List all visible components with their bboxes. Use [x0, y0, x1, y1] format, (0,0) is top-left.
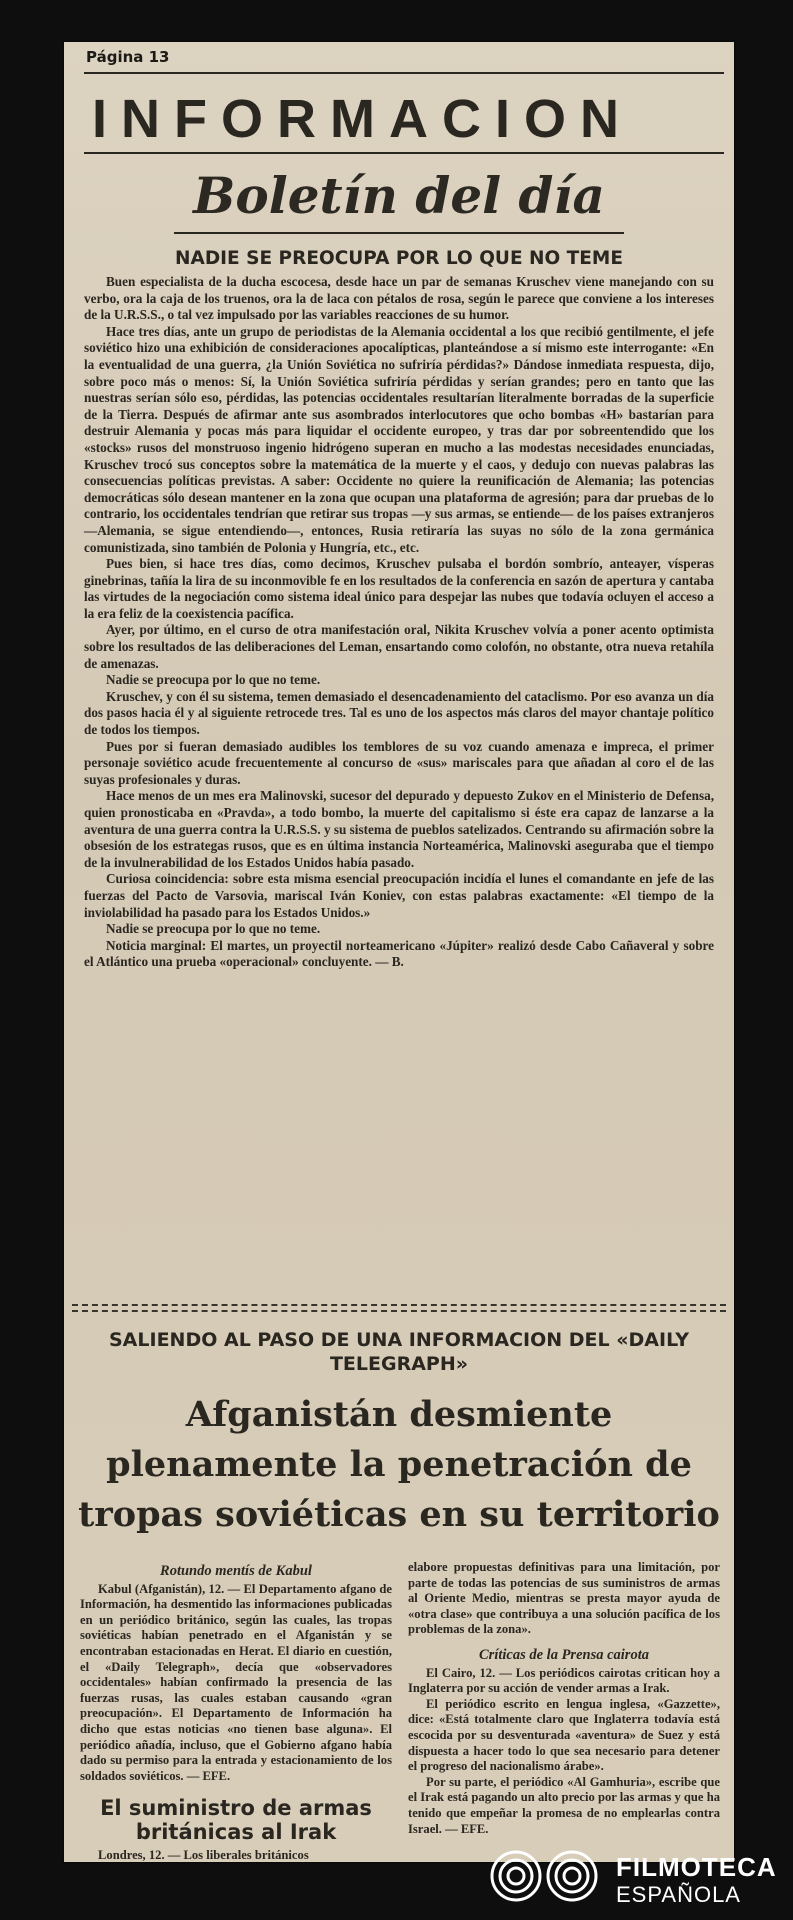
right-text3: El periódico escrito en lengua inglesa, «Gazzette», dice: «Está totalmente claro que Inglaterra todavía está escocida por su desventurada «aventura» de Suez y está dispuesta a hacer todo lo que sea necesario para detener el progreso del nacionalismo árabe». [408, 1696, 720, 1774]
right-column [408, 1560, 720, 1837]
paragraph: Ayer, por último, en el curso de otra manifestación oral, Nikita Kruschev volvía a poner acento optimista sobre los resultados de las deliberaciones del Leman, ensartando como colofón, no obstante, otra nueva retahíla de amenazas. [84, 622, 714, 671]
paragraph: Kruschev, y con él su sistema, temen demasiado el desencadenamiento del cataclismo. Por eso avanza un día dos pasos hacia él y al siguiente retrocede tres. Tal es uno de los aspectos más claros del mayor chantaje político de todos los tiempos. [84, 688, 714, 738]
filmoteca-logo [488, 1840, 788, 1910]
column-title: Boletín del día [193, 166, 605, 225]
paragraph: Nadie se preocupa por lo que no teme. [106, 921, 321, 937]
left-text: Kabul (Afganistán), 12. — El Departamento afgano de Información, ha desmentido las informaciones publicadas en un periódico británico, según las cuales, las tropas soviéticas habían penetrado en el Afganistán y se encontraban estacionadas en Herat. El diario en cuestión, el «Daily Telegraph», decía que «observadores occidentales» habían confirmado la presencia de las fuerzas rusas, las cuales estaban causando «gran preocupación». El Departamento de Información ha dicho que estas noticias «no tienen base alguna». El periódico añadía, incluso, que el Gobierno afgano había dado su permiso para la entrada y estacionamiento de los soldados soviéticos. — EFE. [80, 1581, 392, 1783]
page-label: Página 13 [86, 48, 170, 66]
paragraph: Pues por si fueran demasiado audibles los temblores de su voz cuando amenaza e impreca, el primer personaje soviético acude frecuentemente al concurso de «sus» mariscales para que añadan al coro el de las suyas profesionales y duras. [84, 738, 714, 787]
paragraph: Pues bien, si hace tres días, como decimos, Kruschev pulsaba el bordón sombrío, anteayer, vísperas ginebrinas, tañía la lira de su inconmovible fe en los resultados de la conferencia en sazón de apertura y cantaba las virtudes de la negociación como sistema ideal único para despejar las nubes que todavía ocluyen el acceso a la era feliz de la coexistencia pacífica. [84, 556, 714, 621]
logo-line2: ESPAÑOLA [616, 1882, 741, 1907]
paragraph: Hace tres días, ante un grupo de periodistas de la Alemania occidental a los que recibió gentilmente, el jefe soviético hizo una exhibición de consideraciones apocalípticas, planteándose a sí mismo este interrogante: «En la eventualidad de una guerra, ¿la Unión Soviética no sufriría pérdidas?» Dándose inmediata respuesta, dijo, sobre poco más o menos: Sí, la Unión Soviética sufriría pérdidas y serían grandes; pero en tanto que las nuestras serían sólo eso, pérdidas, las potencias occidentales resultarían literalmente borradas de la superficie de la Tierra. Después de afirmar ante sus asombrados interlocutores que ocho bombas «H» bastarían para destruir Alemania y pocas más para liquidar el occidente europeo, y tras dar por sobreentendido que los «stocks» rusos del monstruoso ingenio hidrógeno superan en mucho a las modestas necesidades enunciadas, Kruschev trocó sus conceptos sobre la matemática de la muerte y el caos, y dedujo con nuevas palabras las consecuencias políticas previstas. A saber: Occidente no quiere la reunificación de Alemania; las potencias democráticas sólo desean mantener en la zona que ocupan una plataforma de agresión; para dar pruebas de lo contrario, los occidentales tendrían que retirar sus tropas —y sus armas, se entiende— de los países extranjeros —Alemania, se sigue entendiendo—, entonces, Rusia retiraría las suyas no sólo de la zona germánica comunistizada, sino también de Polonia y Hungría, etc., etc. [84, 323, 714, 555]
iraq-text: Londres, 12. — Los liberales británicos [98, 1848, 309, 1862]
article-kicker: SALIENDO AL PASO DE UNA INFORMACION DEL «DAILY TELEGRAPH» [109, 1329, 689, 1375]
left-column [80, 1560, 392, 1862]
top-rule [84, 72, 724, 74]
paragraph: Nadie se preocupa por lo que no teme. [106, 672, 321, 688]
article-body [84, 274, 714, 971]
iraq-headline: El suministro de armas británicas al Irak [100, 1796, 372, 1845]
right-text: elabore propuestas definitivas para una limitación, por parte de todas las potencias de sus suministros de armas al Oriente Medio, mientras se presta mayor ayuda de «otra clase» que contribuya a una solución pacífica de los problemas de la zona». [408, 1560, 720, 1637]
dashed-separator [72, 1304, 726, 1312]
paragraph: Curiosa coincidencia: sobre esta misma esencial preocupación incidía el lunes el comandante en jefe de las fuerzas del Pacto de Varsovia, mariscal Iván Koniev, con estas palabras exactamente: «El tiempo de la inviolabilidad ha pasado para los Estados Unidos.» [84, 871, 714, 920]
section-title: INFORMACION [92, 89, 633, 149]
second-article [64, 1312, 734, 1862]
column-title-rule [174, 232, 624, 234]
newspaper-clipping [64, 42, 734, 1862]
right-subhead: Críticas de la Prensa cairota [479, 1646, 649, 1663]
right-text2: El Cairo, 12. — Los periódicos cairotas critican hoy a Inglaterra por su acción de vender armas a Irak. [408, 1665, 720, 1696]
paragraph: Noticia marginal: El martes, un proyectil norteamericano «Júpiter» realizó desde Cabo Cañaveral y sobre el Atlántico una prueba «operacional» concluyente. — B. [84, 937, 714, 970]
left-subhead: Rotundo mentís de Kabul [160, 1563, 312, 1579]
article-headline-afganistan: Afganistán desmiente plenamente la penetración de tropas soviéticas en su territorio [78, 1394, 720, 1535]
paragraph: Hace menos de un mes era Malinovski, sucesor del depurado y depuesto Zukov en el Ministerio de Defensa, quien pronosticaba en «Pravda», a todo bombo, la muerte del capitalismo si éste era capaz de lanzarse a la aventura de una guerra contra la U.R.S.S. y su sistema de pueblos satelizados. Centrando su afirmación sobre la obsesión de los estrategas rusos, que es en última instancia Norteamérica, Malinovski aseguraba que el tiempo de la invulnerabilidad de los Estados Unidos había pasado. [84, 788, 714, 870]
paragraph: Buen especialista de la ducha escocesa, desde hace un par de semanas Kruschev viene manejando con su verbo, ora la caja de los truenos, ora la de laca con pétalos de rosa, según le parece que conviene a los intereses de la U.R.S.S., o tal vez impulsado por las variables reacciones de su humor. [84, 274, 714, 323]
article-headline: NADIE SE PREOCUPA POR LO QUE NO TEME [175, 248, 623, 269]
title-rule [84, 152, 724, 154]
spiral-logo-icon [488, 1848, 608, 1904]
logo-line1: FILMOTECA [616, 1852, 777, 1882]
right-text4: Por su parte, el periódico «Al Gamhuria», escribe que el Irak está pagando un alto precio por las armas y que ha tenido que empeñar la promesa de no emplearlas contra Israel. — EFE. [408, 1774, 720, 1836]
